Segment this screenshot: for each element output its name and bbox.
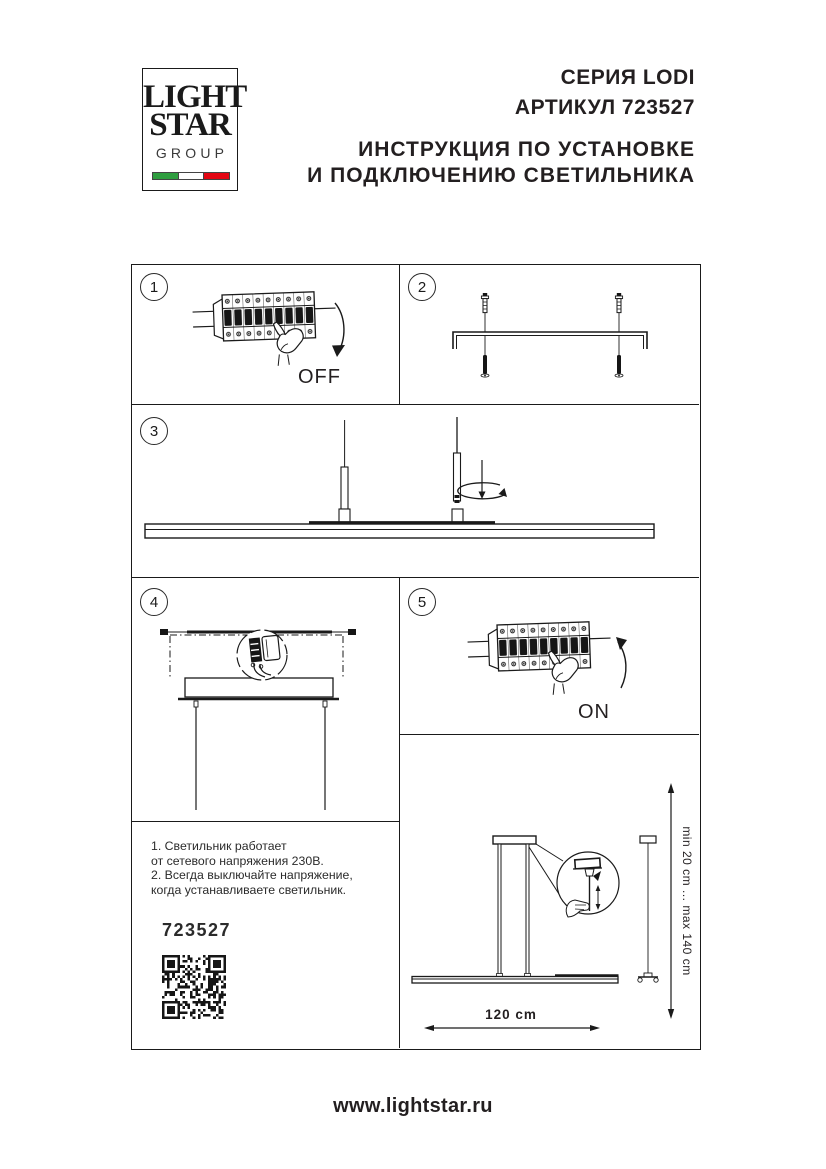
note-line-2: от сетевого напряжения 230В. bbox=[151, 853, 324, 868]
italian-flag-bar bbox=[152, 172, 230, 180]
flag-green-segment bbox=[153, 173, 178, 179]
safety-notes bbox=[151, 839, 353, 897]
breaker-on-drawing bbox=[400, 578, 697, 733]
flag-white-segment bbox=[178, 173, 205, 179]
step-4-panel bbox=[132, 578, 400, 822]
bracket-hardware-drawing bbox=[400, 265, 697, 403]
width-label: 120 cm bbox=[485, 1007, 537, 1022]
step-4-badge: 4 bbox=[140, 588, 168, 616]
breaker-off-drawing bbox=[132, 265, 398, 403]
dimensions-panel bbox=[400, 735, 699, 1048]
logo-text-light: LIGHT bbox=[143, 79, 247, 115]
step-1-panel bbox=[132, 265, 400, 405]
flag-red-segment bbox=[204, 173, 229, 179]
step-5-panel bbox=[400, 578, 699, 735]
note-line-3: 2. Всегда выключайте напряжение, bbox=[151, 868, 353, 883]
qr-code bbox=[162, 955, 226, 1019]
note-line-4: когда устанавливаете светильник. bbox=[151, 882, 347, 897]
step-2-badge: 2 bbox=[408, 273, 436, 301]
step-3-panel bbox=[132, 405, 699, 578]
doc-title-line2: И ПОДКЛЮЧЕНИЮ СВЕТИЛЬНИКА bbox=[307, 164, 695, 187]
lightstar-logo bbox=[142, 68, 247, 191]
document-header bbox=[307, 63, 695, 189]
article-label: АРТИКУЛ 723527 bbox=[514, 96, 695, 119]
off-label: OFF bbox=[298, 366, 341, 388]
steps-grid bbox=[131, 264, 701, 1050]
on-label: ON bbox=[578, 701, 610, 723]
logo-text-star: STAR bbox=[149, 107, 231, 143]
safety-notes-panel bbox=[132, 822, 400, 1048]
canopy-wiring-drawing bbox=[132, 578, 398, 820]
website-url: www.lightstar.ru bbox=[333, 1095, 493, 1117]
doc-title-line1: ИНСТРУКЦИЯ ПО УСТАНОВКЕ bbox=[358, 138, 695, 161]
step-3-badge: 3 bbox=[140, 417, 168, 445]
step-1-badge: 1 bbox=[140, 273, 168, 301]
series-label: СЕРИЯ LODI bbox=[560, 66, 695, 89]
note-line-1: 1. Светильник работает bbox=[151, 839, 287, 853]
height-range-label: min 20 cm ... max 140 cm bbox=[680, 826, 694, 976]
step-5-badge: 5 bbox=[408, 588, 436, 616]
step-2-panel bbox=[400, 265, 699, 405]
bar-suspension-drawing bbox=[132, 405, 697, 576]
article-number: 723527 bbox=[162, 920, 232, 940]
pendant-dimensions-drawing bbox=[400, 735, 697, 1046]
logo-text-group: GROUP bbox=[155, 145, 229, 161]
